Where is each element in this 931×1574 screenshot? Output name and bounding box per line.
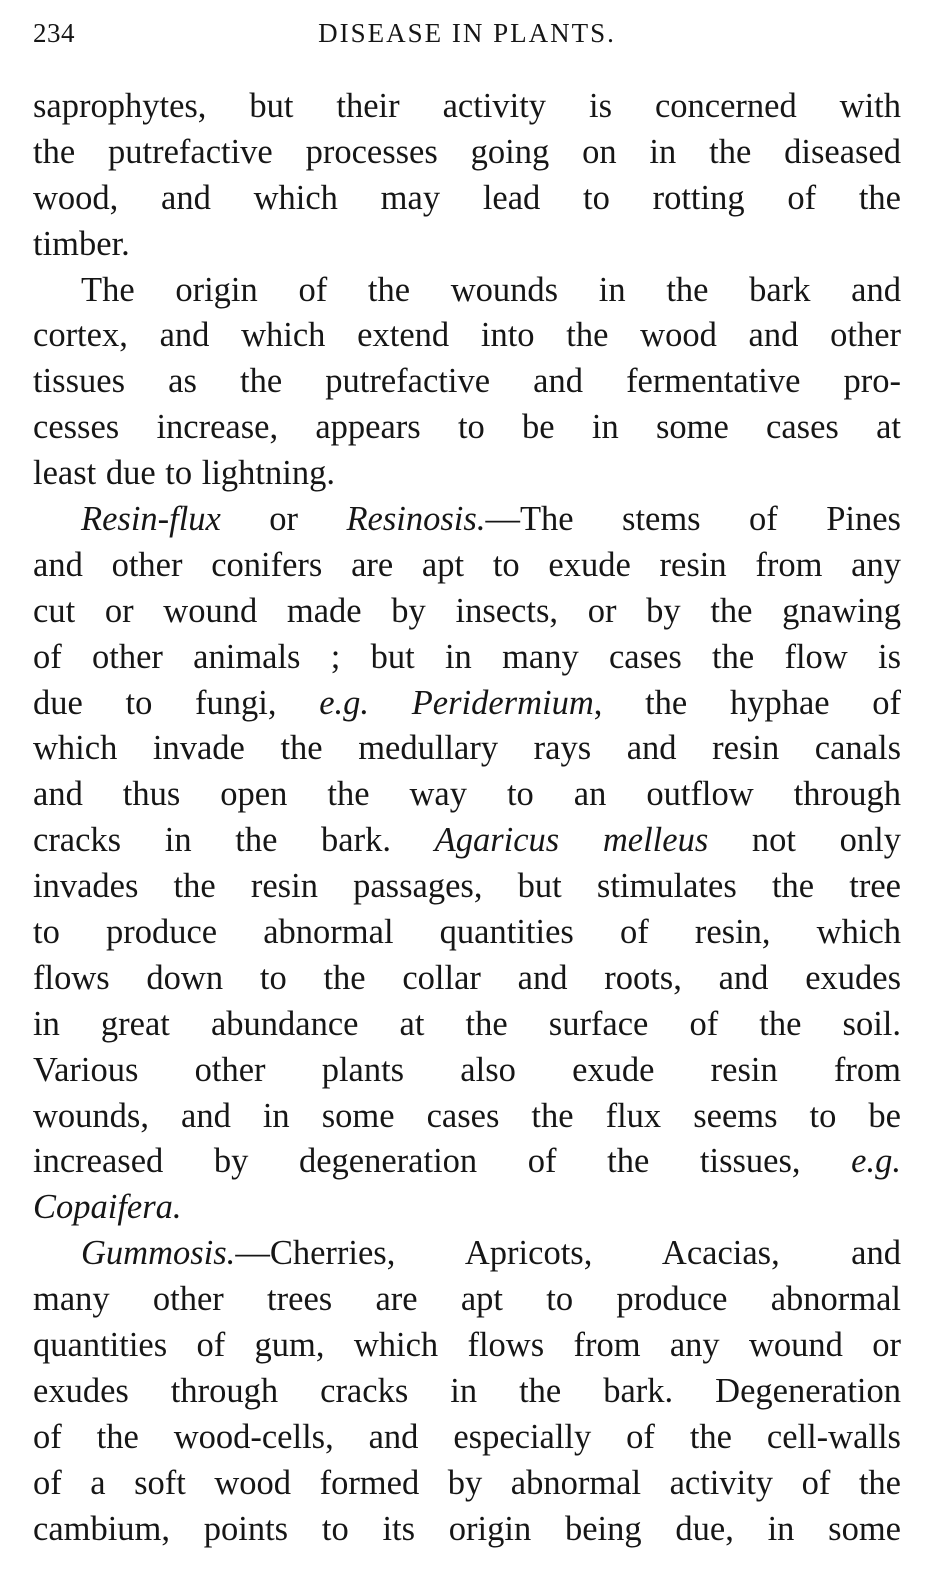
- text-line: many other trees are apt to produce abnormal: [33, 1280, 901, 1319]
- text-line: invades the resin passages, but stimulates the tree: [33, 867, 901, 906]
- text-run: , the hyphae of: [593, 683, 902, 722]
- text-line: least due to lightning.: [33, 454, 335, 493]
- text-line: which invade the medullary rays and resin canals: [33, 729, 901, 768]
- text-line: wood, and which may lead to rotting of the: [33, 178, 901, 217]
- term-resinosis: Resinosis.: [346, 500, 486, 539]
- page-header: [33, 18, 901, 58]
- text-line: saprophytes, but their activity is concerned with: [33, 87, 901, 125]
- abbreviation-eg: e.g.: [319, 683, 370, 722]
- text-line: [33, 681, 901, 727]
- text-run: not only: [708, 821, 901, 860]
- running-head: DISEASE IN PLANTS.: [318, 18, 616, 48]
- text-line: timber.: [33, 224, 130, 263]
- text-line: wounds, and in some cases the flux seems to be: [33, 1096, 901, 1135]
- text-line: and other conifers are apt to exude resin from any: [33, 545, 901, 584]
- term-peridermium: Peridermium: [411, 683, 594, 722]
- text-line: quantities of gum, which flows from any wound or: [33, 1326, 901, 1365]
- text-run: increased by degeneration of the tissues,: [33, 1142, 852, 1181]
- text-line: cambium, points to its origin being due, in some: [33, 1509, 901, 1548]
- text-line: [33, 818, 901, 864]
- text-line: cesses increase, appears to be in some cases at: [33, 408, 901, 447]
- text-line: tissues as the putrefactive and fermentative pro-: [33, 362, 901, 401]
- paragraph-first-line: The origin of the wounds in the bark and: [81, 270, 901, 309]
- text-run: —The stems of Pines: [485, 500, 901, 539]
- text-line: cortex, and which extend into the wood and other: [33, 316, 901, 355]
- term-agaricus-melleus: Agaricus melleus: [434, 821, 709, 860]
- term-resin-flux: Resin-flux: [81, 500, 221, 539]
- text-body: [33, 84, 901, 1553]
- text-run: or: [220, 500, 347, 539]
- text-line: and thus open the way to an outflow through: [33, 775, 901, 814]
- text-line: the putrefactive processes going on in the diseased: [33, 132, 901, 171]
- term-copaifera: Copaifera.: [33, 1188, 182, 1227]
- text-line: of the wood-cells, and especially of the cell-walls: [33, 1417, 901, 1456]
- text-run: [369, 684, 412, 722]
- text-line: flows down to the collar and roots, and exudes: [33, 958, 901, 997]
- text-line: cut or wound made by insects, or by the gnawing: [33, 591, 901, 630]
- text-line: Various other plants also exude resin from: [33, 1050, 901, 1089]
- text-run: cracks in the bark.: [33, 821, 435, 860]
- text-line: in great abundance at the surface of the soil.: [33, 1004, 901, 1043]
- text-run: —Cherries, Apricots, Acacias, and: [235, 1234, 901, 1273]
- text-line: [33, 1139, 901, 1185]
- term-gummosis: Gummosis.: [81, 1234, 236, 1273]
- section-heading-line: [33, 497, 901, 543]
- text-run: due to fungi,: [33, 683, 320, 722]
- text-line: of a soft wood formed by abnormal activity of the: [33, 1463, 901, 1502]
- text-line: [33, 1185, 901, 1231]
- text-line: of other animals ; but in many cases the flow is: [33, 637, 901, 676]
- page-number: 234: [33, 18, 75, 48]
- text-line: exudes through cracks in the bark. Degeneration: [33, 1371, 901, 1410]
- abbreviation-eg: e.g.: [851, 1142, 901, 1181]
- section-heading-line: [33, 1231, 901, 1277]
- text-line: to produce abnormal quantities of resin, which: [33, 913, 901, 952]
